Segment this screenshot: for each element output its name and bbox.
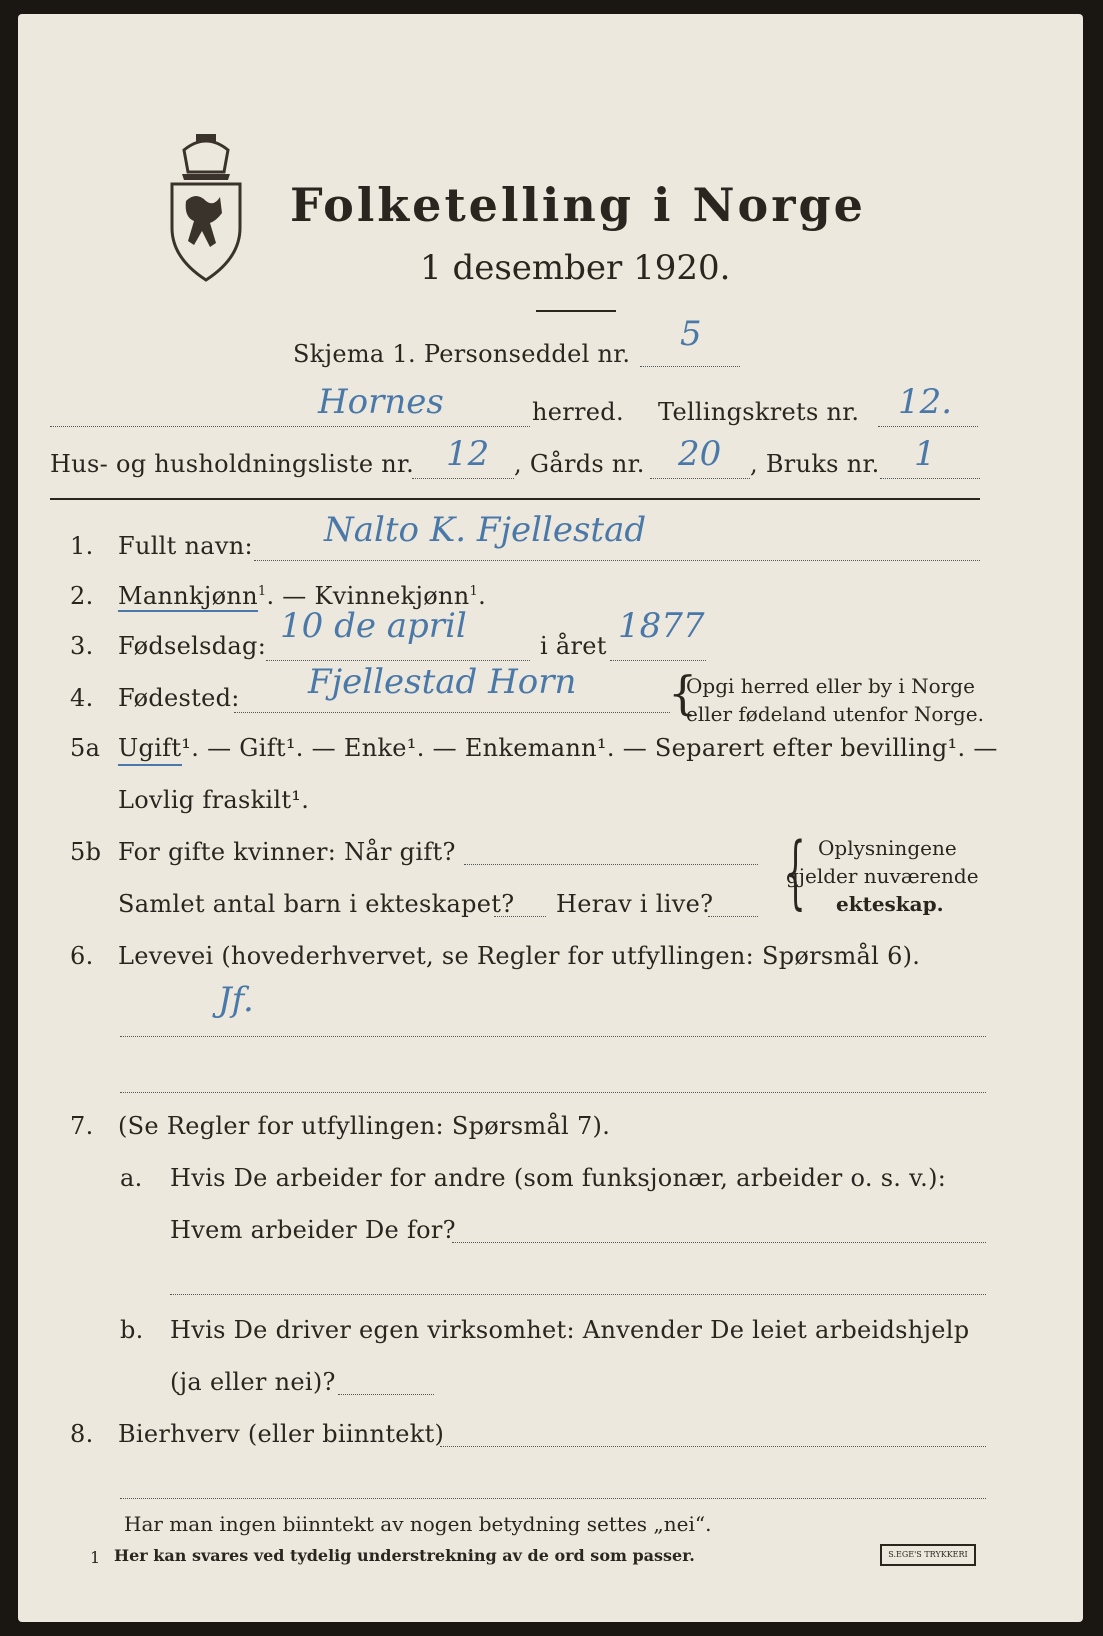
footnote-number: 1: [90, 1548, 101, 1567]
q3-year-line: [610, 660, 706, 661]
q2-number: 2.: [70, 582, 94, 610]
gards-value[interactable]: 20: [678, 434, 722, 474]
q6-line-1: [120, 1036, 986, 1037]
q5b-note-1: Oplysningene: [818, 836, 957, 860]
title-divider: [536, 310, 616, 312]
tellingskrets-label: Tellingskrets nr.: [658, 398, 860, 426]
q5b-number: 5b: [70, 838, 102, 866]
header-divider: [50, 498, 980, 500]
printer-stamp: S.EGE'S TRYKKERI: [880, 1544, 976, 1566]
q7-number: 7.: [70, 1112, 94, 1140]
tellingskrets-value[interactable]: 12.: [898, 382, 953, 422]
ugift-underline: [118, 764, 182, 766]
q5b-label-3: Herav i live?: [556, 890, 714, 918]
q5b-alive-line: [708, 916, 758, 917]
personseddel-line: [640, 366, 740, 367]
q8-label: Bierhverv (eller biinntekt): [118, 1420, 445, 1448]
q7b-line: [338, 1394, 434, 1395]
footnote-text: Her kan svares ved tydelig understrekning av de ord som passer.: [114, 1546, 695, 1565]
q5b-label-1: For gifte kvinner: Når gift?: [118, 838, 456, 866]
herred-value[interactable]: Hornes: [318, 382, 444, 422]
q5b-note-3: ekteskap.: [836, 892, 944, 916]
personseddel-value[interactable]: 5: [680, 314, 702, 354]
q3-year-label: i året: [540, 632, 607, 660]
q3-label: Fødselsdag:: [118, 632, 267, 660]
schema-label: Skjema 1. Personseddel nr.: [293, 340, 631, 368]
birthplace-value[interactable]: Fjellestad Horn: [308, 662, 577, 702]
herred-label: herred.: [532, 398, 624, 426]
q8-number: 8.: [70, 1420, 94, 1448]
q3-number: 3.: [70, 632, 94, 660]
q5b-children-line: [494, 916, 546, 917]
birthday-value[interactable]: 10 de april: [280, 606, 467, 646]
bruks-label: , Bruks nr.: [750, 450, 880, 478]
q1-number: 1.: [70, 532, 94, 560]
norway-coat-of-arms-icon: [166, 126, 246, 286]
census-form-page: [18, 14, 1083, 1622]
q8-line-1: [440, 1446, 986, 1447]
footer-note: Har man ingen biinntekt av nogen betydning settes „nei“.: [124, 1512, 712, 1536]
q7a-question: Hvem arbeider De for?: [170, 1216, 456, 1244]
female-option[interactable]: Kvinnekjønn: [314, 582, 470, 610]
q5b-note-2: gjelder nuværende: [786, 864, 979, 888]
q5a-number: 5a: [70, 734, 101, 762]
form-title: Folketelling i Norge: [290, 178, 866, 232]
husholdningsliste-value[interactable]: 12: [446, 434, 490, 474]
q5b-brace: {: [785, 825, 806, 918]
q4-label: Fødested:: [118, 684, 240, 712]
q7b-number: b.: [120, 1316, 144, 1344]
q4-note-2: eller fødeland utenfor Norge.: [686, 702, 984, 726]
male-option[interactable]: Mannkjønn: [118, 582, 258, 610]
gards-label: , Gårds nr.: [514, 450, 645, 478]
q7a-label: Hvis De arbeider for andre (som funksjonær, arbeider o. s. v.):: [170, 1164, 947, 1192]
q3-day-line: [266, 660, 530, 661]
q1-line: [254, 560, 980, 561]
census-date: 1 desember 1920.: [420, 248, 731, 288]
q2-options: Mannkjønn$^1$. — Kvinnekjønn$^1$.: [118, 582, 486, 610]
husholdningsliste-line: [412, 478, 514, 479]
q7-label: (Se Regler for utfyllingen: Spørsmål 7).: [118, 1112, 611, 1140]
q5b-label-2: Samlet antal barn i ekteskapet?: [118, 890, 515, 918]
full-name-value[interactable]: Nalto K. Fjellestad: [324, 510, 647, 550]
q1-label: Fullt navn:: [118, 532, 253, 560]
bruks-value[interactable]: 1: [914, 434, 936, 474]
q6-line-2: [120, 1092, 986, 1093]
bruks-line: [880, 478, 980, 479]
q7a-line-1: [452, 1242, 986, 1243]
q8-line-2: [120, 1498, 986, 1499]
q7b-label: Hvis De driver egen virksomhet: Anvender De leiet arbeidshjelp: [170, 1316, 970, 1344]
q5a-options-line1[interactable]: Ugift¹. — Gift¹. — Enke¹. — Enkemann¹. — Separert efter bevilling¹. —: [118, 734, 998, 762]
tellingskrets-line: [878, 426, 978, 427]
q6-label: Levevei (hovederhvervet, se Regler for utfyllingen: Spørsmål 6).: [118, 942, 921, 970]
q4-brace: {: [668, 666, 698, 720]
q4-note-1: Opgi herred eller by i Norge: [686, 674, 975, 698]
husholdningsliste-label: Hus- og husholdningsliste nr.: [50, 450, 415, 478]
q6-number: 6.: [70, 942, 94, 970]
q7a-number: a.: [120, 1164, 143, 1192]
q7b-question: (ja eller nei)?: [170, 1368, 336, 1396]
herred-line: [50, 426, 530, 427]
q4-line: [234, 712, 670, 713]
q5a-options-line2[interactable]: Lovlig fraskilt¹.: [118, 786, 310, 814]
occupation-value[interactable]: Jf.: [218, 980, 254, 1020]
q5b-married-line: [464, 864, 758, 865]
q4-number: 4.: [70, 684, 94, 712]
birth-year-value[interactable]: 1877: [618, 606, 705, 646]
gards-line: [650, 478, 750, 479]
q7a-line-2: [170, 1294, 986, 1295]
